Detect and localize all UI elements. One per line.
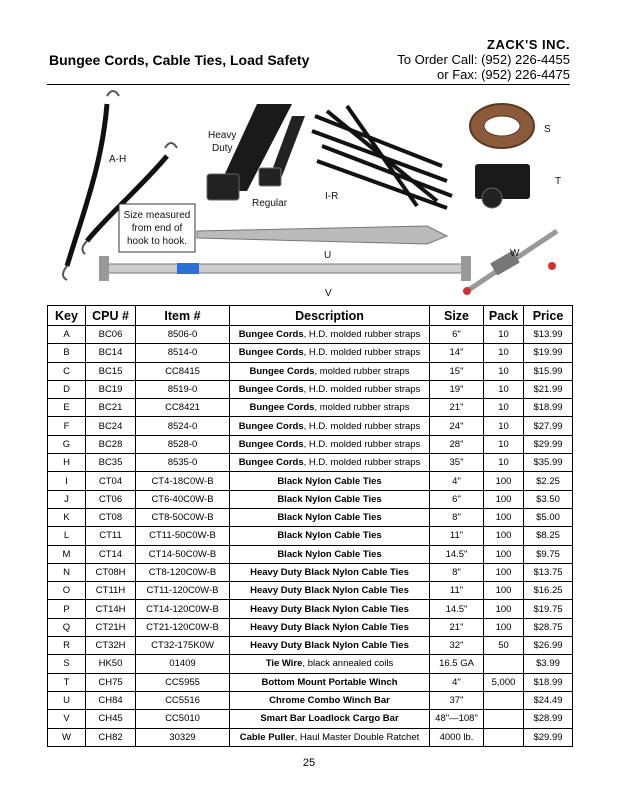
cell-item: CT6-40C0W-B	[136, 490, 230, 508]
cell-description	[230, 490, 430, 508]
cell-item: 8519-0	[136, 380, 230, 398]
cell-pack: 100	[484, 563, 524, 581]
cell-item: CT4-18C0W-B	[136, 472, 230, 490]
label-i-r: I-R	[325, 191, 339, 202]
cell-cpu: CT14	[86, 545, 136, 563]
description-product: Black Nylon Cable Ties	[277, 493, 382, 505]
cell-cpu: CH75	[86, 673, 136, 691]
cell-item: 8514-0	[136, 344, 230, 362]
cell-pack	[484, 655, 524, 673]
cell-key: T	[48, 673, 86, 691]
header-size: Size	[430, 306, 484, 326]
cell-key: O	[48, 582, 86, 600]
description-product: Cable Puller	[239, 731, 295, 743]
table-row	[48, 637, 573, 655]
cell-price: $9.75	[524, 545, 573, 563]
tie-wire-coil-image	[470, 104, 534, 148]
description-product: Black Nylon Cable Ties	[277, 475, 382, 487]
cell-pack: 100	[484, 600, 524, 618]
cell-pack: 50	[484, 637, 524, 655]
portable-winch-image	[475, 164, 530, 208]
description-product: Bungee Cords	[238, 347, 304, 359]
cell-price: $21.99	[524, 380, 573, 398]
cell-description	[230, 472, 430, 490]
cell-price: $29.99	[524, 435, 573, 453]
cell-key: P	[48, 600, 86, 618]
cell-price: $3.99	[524, 655, 573, 673]
cell-pack: 10	[484, 344, 524, 362]
cell-key: M	[48, 545, 86, 563]
cell-cpu: CT08H	[86, 563, 136, 581]
cell-description	[230, 618, 430, 636]
cell-size: 15"	[430, 362, 484, 380]
cell-pack	[484, 728, 524, 746]
cell-key: Q	[48, 618, 86, 636]
cell-price: $24.49	[524, 691, 573, 709]
table-row	[48, 728, 573, 746]
cell-cpu: BC06	[86, 326, 136, 344]
description-product: Black Nylon Cable Ties	[277, 512, 382, 524]
table-row	[48, 673, 573, 691]
cell-price: $16.25	[524, 582, 573, 600]
cell-key: G	[48, 435, 86, 453]
cell-pack: 10	[484, 435, 524, 453]
cell-item: CC5010	[136, 710, 230, 728]
cell-item: 8528-0	[136, 435, 230, 453]
description-product: Bungee Cords	[238, 420, 304, 432]
cell-pack: 10	[484, 326, 524, 344]
cell-pack: 10	[484, 454, 524, 472]
cargo-bar-image	[99, 256, 471, 281]
cell-size: 4"	[430, 472, 484, 490]
cell-description	[230, 344, 430, 362]
header-price: Price	[524, 306, 573, 326]
cell-key: E	[48, 399, 86, 417]
cell-cpu: BC21	[86, 399, 136, 417]
cell-cpu: CT21H	[86, 618, 136, 636]
cell-key: F	[48, 417, 86, 435]
label-regular: Regular	[252, 198, 288, 209]
cell-price: $8.25	[524, 527, 573, 545]
cell-size: 37"	[430, 691, 484, 709]
cell-description	[230, 673, 430, 691]
product-table	[47, 305, 573, 747]
cell-size: 6"	[430, 490, 484, 508]
cell-key: J	[48, 490, 86, 508]
size-note-line2: from end of	[131, 223, 183, 234]
cell-item: CC5516	[136, 691, 230, 709]
cell-pack: 100	[484, 508, 524, 526]
cell-item: CT14-120C0W-B	[136, 600, 230, 618]
cell-cpu: CH45	[86, 710, 136, 728]
cell-size: 21"	[430, 399, 484, 417]
size-note-line1: Size measured	[123, 210, 191, 221]
cell-item: 8506-0	[136, 326, 230, 344]
table-row	[48, 399, 573, 417]
cell-size: 8"	[430, 563, 484, 581]
table-row	[48, 344, 573, 362]
cell-cpu: HK50	[86, 655, 136, 673]
table-row	[48, 362, 573, 380]
product-illustration	[47, 86, 572, 302]
cell-pack: 100	[484, 618, 524, 636]
description-product: Bungee Cords	[249, 402, 315, 414]
table-row	[48, 655, 573, 673]
cell-size: 6"	[430, 326, 484, 344]
cell-price: $13.75	[524, 563, 573, 581]
cell-item: CT21-120C0W-B	[136, 618, 230, 636]
header-rule	[47, 84, 570, 85]
cell-size: 48"—108"	[430, 710, 484, 728]
description-detail: , H.D. molded rubber straps	[303, 457, 421, 469]
cell-key: A	[48, 326, 86, 344]
description-product: Smart Bar Loadlock Cargo Bar	[260, 713, 399, 725]
cell-cpu: BC15	[86, 362, 136, 380]
table-row	[48, 691, 573, 709]
cell-price: $26.99	[524, 637, 573, 655]
cell-item: CT8-50C0W-B	[136, 508, 230, 526]
cell-cpu: CT11H	[86, 582, 136, 600]
table-row	[48, 582, 573, 600]
cell-description	[230, 582, 430, 600]
table-row	[48, 618, 573, 636]
description-detail: , molded rubber straps	[314, 402, 410, 414]
description-product: Heavy Duty Black Nylon Cable Ties	[250, 603, 409, 615]
table-row	[48, 563, 573, 581]
table-row	[48, 472, 573, 490]
cell-key: I	[48, 472, 86, 490]
cell-key: W	[48, 728, 86, 746]
description-detail: , H.D. molded rubber straps	[303, 384, 421, 396]
cell-item: CC8421	[136, 399, 230, 417]
cell-cpu: CT08	[86, 508, 136, 526]
description-product: Black Nylon Cable Ties	[277, 548, 382, 560]
description-product: Bungee Cords	[238, 329, 304, 341]
label-v: V	[325, 288, 332, 299]
cell-description	[230, 399, 430, 417]
cell-size: 8"	[430, 508, 484, 526]
cell-cpu: BC24	[86, 417, 136, 435]
cell-size: 11"	[430, 527, 484, 545]
cell-description	[230, 545, 430, 563]
cell-price: $29.99	[524, 728, 573, 746]
table-row	[48, 435, 573, 453]
cell-size: 32"	[430, 637, 484, 655]
header-cpu: CPU #	[86, 306, 136, 326]
cell-pack: 5,000	[484, 673, 524, 691]
description-product: Heavy Duty Black Nylon Cable Ties	[250, 567, 409, 578]
page-title: Bungee Cords, Cable Ties, Load Safety	[49, 52, 310, 68]
cell-description	[230, 637, 430, 655]
cell-key: L	[48, 527, 86, 545]
cell-description	[230, 600, 430, 618]
table-row	[48, 600, 573, 618]
description-product: Bungee Cords	[238, 438, 304, 450]
cell-size: 35"	[430, 454, 484, 472]
cell-size: 4000 lb.	[430, 728, 484, 746]
cell-cpu: CH84	[86, 691, 136, 709]
cell-key: R	[48, 637, 86, 655]
label-u: U	[324, 250, 332, 261]
cell-description	[230, 563, 430, 581]
cell-cpu: CT11	[86, 527, 136, 545]
cell-cpu: BC14	[86, 344, 136, 362]
cell-price: $27.99	[524, 417, 573, 435]
table-row	[48, 527, 573, 545]
company-name: ZACK'S INC.	[487, 37, 570, 52]
cell-description	[230, 527, 430, 545]
cell-description	[230, 326, 430, 344]
cell-price: $35.99	[524, 454, 573, 472]
cable-puller-image	[463, 231, 557, 295]
cell-size: 11"	[430, 582, 484, 600]
cell-pack: 10	[484, 380, 524, 398]
table-row	[48, 454, 573, 472]
cell-key: K	[48, 508, 86, 526]
cell-item: 30329	[136, 728, 230, 746]
cell-size: 14.5"	[430, 545, 484, 563]
header-description: Description	[230, 306, 430, 326]
description-detail: , Haul Master Double Ratchet	[294, 731, 420, 743]
size-note-line3: hook to hook.	[126, 236, 188, 247]
cell-size: 19"	[430, 380, 484, 398]
cell-pack	[484, 710, 524, 728]
cell-key: B	[48, 344, 86, 362]
cell-pack: 100	[484, 527, 524, 545]
cell-cpu: BC28	[86, 435, 136, 453]
cell-item: 01409	[136, 655, 230, 673]
label-w: W	[510, 248, 520, 259]
cell-item: CT11-50C0W-B	[136, 527, 230, 545]
cell-price: $5.00	[524, 508, 573, 526]
cell-pack: 10	[484, 362, 524, 380]
description-detail: , H.D. molded rubber straps	[303, 347, 421, 359]
label-t: T	[555, 176, 562, 187]
cell-size: 24"	[430, 417, 484, 435]
description-product: Bungee Cords	[249, 365, 315, 377]
label-heavy: Heavy	[208, 130, 237, 141]
table-row	[48, 710, 573, 728]
cell-description	[230, 417, 430, 435]
description-product: Heavy Duty Black Nylon Cable Ties	[250, 640, 409, 652]
cell-size: 16.5 GA	[430, 655, 484, 673]
cell-price: $18.99	[524, 399, 573, 417]
cell-cpu: BC35	[86, 454, 136, 472]
table-row	[48, 490, 573, 508]
header-key: Key	[48, 306, 86, 326]
description-detail: , H.D. molded rubber straps	[303, 438, 421, 450]
cell-pack: 100	[484, 545, 524, 563]
cell-cpu: CT06	[86, 490, 136, 508]
table-row	[48, 326, 573, 344]
order-fax: or Fax: (952) 226-4475	[437, 67, 570, 82]
cell-description	[230, 728, 430, 746]
description-detail: , black annealed coils	[302, 658, 394, 670]
cell-cpu: CH82	[86, 728, 136, 746]
cell-pack: 10	[484, 417, 524, 435]
cell-description	[230, 362, 430, 380]
cell-description	[230, 435, 430, 453]
cell-key: V	[48, 710, 86, 728]
description-detail: , H.D. molded rubber straps	[303, 420, 421, 432]
cell-price: $19.75	[524, 600, 573, 618]
cell-key: H	[48, 454, 86, 472]
cell-cpu: CT04	[86, 472, 136, 490]
table-row	[48, 417, 573, 435]
description-product: Heavy Duty Black Nylon Cable Ties	[250, 621, 409, 633]
cell-item: 8524-0	[136, 417, 230, 435]
cell-price: $13.99	[524, 326, 573, 344]
cell-key: N	[48, 563, 86, 581]
cell-key: S	[48, 655, 86, 673]
cell-size: 14"	[430, 344, 484, 362]
company-block	[397, 37, 570, 82]
description-product: Bungee Cords	[238, 384, 304, 396]
cell-item: CT11-120C0W-B	[136, 582, 230, 600]
label-duty: Duty	[212, 143, 233, 154]
cell-size: 4"	[430, 673, 484, 691]
cell-item: CC5955	[136, 673, 230, 691]
cell-cpu: BC19	[86, 380, 136, 398]
cell-size: 28"	[430, 435, 484, 453]
cell-item: 8535-0	[136, 454, 230, 472]
cell-pack: 100	[484, 582, 524, 600]
cell-price: $15.99	[524, 362, 573, 380]
cell-key: U	[48, 691, 86, 709]
table-row	[48, 380, 573, 398]
cell-price: $2.25	[524, 472, 573, 490]
description-product: Bungee Cords	[238, 457, 304, 469]
label-s: S	[544, 124, 551, 135]
cell-item: CT32-175K0W	[136, 637, 230, 655]
cell-cpu: CT32H	[86, 637, 136, 655]
cell-price: $19.99	[524, 344, 573, 362]
cell-description	[230, 655, 430, 673]
cell-description	[230, 508, 430, 526]
page-number: 25	[302, 757, 316, 769]
cell-description	[230, 691, 430, 709]
description-product: Tie Wire	[265, 658, 303, 670]
cell-pack: 10	[484, 399, 524, 417]
description-detail: , H.D. molded rubber straps	[303, 329, 421, 341]
cell-description	[230, 454, 430, 472]
cell-item: CC8415	[136, 362, 230, 380]
cell-size: 21"	[430, 618, 484, 636]
table-row	[48, 545, 573, 563]
label-a-h: A-H	[109, 154, 127, 165]
cell-item: CT14-50C0W-B	[136, 545, 230, 563]
cell-price: $28.99	[524, 710, 573, 728]
cell-description	[230, 710, 430, 728]
table-header-row	[48, 306, 573, 326]
cell-key: D	[48, 380, 86, 398]
header-item: Item #	[136, 306, 230, 326]
cell-cpu: CT14H	[86, 600, 136, 618]
table-row	[48, 508, 573, 526]
cell-pack: 100	[484, 490, 524, 508]
cell-key: C	[48, 362, 86, 380]
description-product: Heavy Duty Black Nylon Cable Ties	[250, 585, 409, 597]
description-product: Black Nylon Cable Ties	[277, 530, 382, 542]
description-product: Chrome Combo Winch Bar	[269, 695, 390, 707]
cell-price: $28.75	[524, 618, 573, 636]
cell-pack	[484, 691, 524, 709]
winch-bar-image	[197, 226, 447, 244]
header-pack: Pack	[484, 306, 524, 326]
cell-pack: 100	[484, 472, 524, 490]
cell-price: $3.50	[524, 490, 573, 508]
description-detail: , molded rubber straps	[314, 365, 410, 377]
cell-item: CT8-120C0W-B	[136, 563, 230, 581]
cell-description	[230, 380, 430, 398]
order-phone: To Order Call: (952) 226-4455	[397, 52, 570, 67]
description-product: Bottom Mount Portable Winch	[261, 676, 398, 688]
cell-price: $18.99	[524, 673, 573, 691]
cell-size: 14.5"	[430, 600, 484, 618]
